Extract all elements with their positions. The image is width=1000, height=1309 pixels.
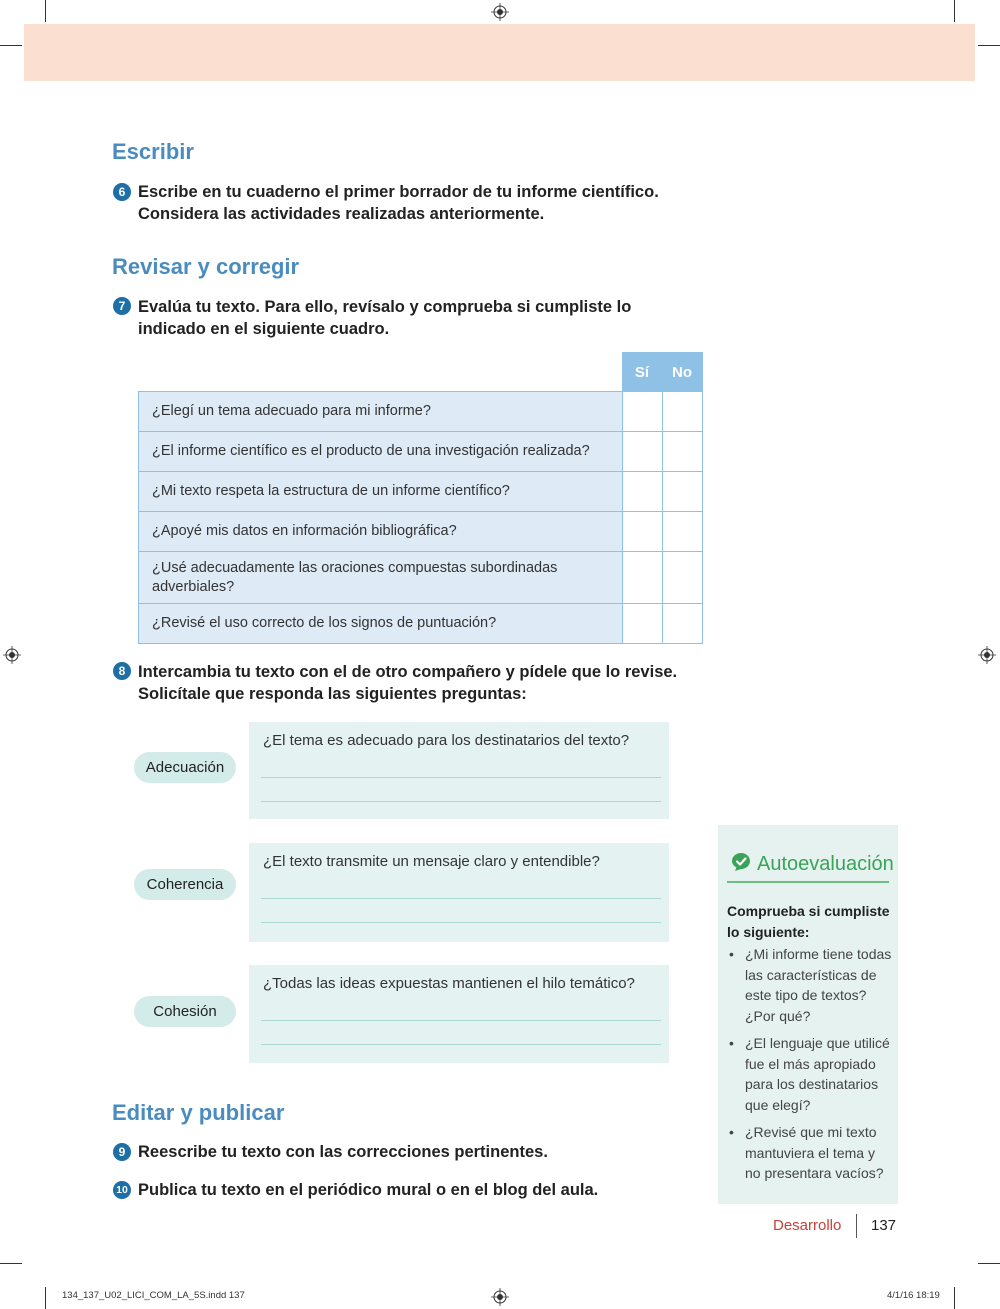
checklist-question: ¿Apoyé mis datos en información bibliográfica? [139,512,623,552]
section-title-write: Escribir [112,139,194,164]
footer-section-name: Desarrollo [773,1217,842,1234]
answer-line [261,801,661,802]
activity-text [138,296,631,340]
checklist-question: ¿Mi texto respeta la estructura de un informe científico? [139,472,623,512]
activity-text [138,1179,598,1201]
table-row [139,432,703,472]
answer-box[interactable] [249,965,669,1063]
page-number: 137 [871,1217,897,1234]
section-title-revise: Revisar y corregir [112,254,300,279]
activity-9-text: Reescribe tu texto con las correcciones pertinentes. [138,1143,548,1161]
yes-checkbox-cell[interactable] [622,432,662,472]
self-check-table [138,352,703,644]
no-checkbox-cell[interactable] [662,552,702,604]
review-question: ¿Todas las ideas expuestas mantienen el hilo temático? [263,975,635,992]
list-item: • ¿Revisé que mi texto mantuviera el tema y no presentara vacíos? [727,1122,892,1184]
no-checkbox-cell[interactable] [662,472,702,512]
table-row [139,392,703,432]
footer-divider [856,1214,857,1238]
table-header-row [139,353,703,392]
answer-line [261,898,661,899]
no-checkbox-cell[interactable] [662,432,702,472]
crop-mark [45,0,46,22]
section-title-publish: Editar y publicar [112,1100,285,1125]
table-row [139,604,703,644]
checklist-question: ¿El informe científico es el producto de una investigación realizada? [139,432,623,472]
no-checkbox-cell[interactable] [662,604,702,644]
answer-box[interactable] [249,722,669,819]
column-yes: Sí [622,353,662,392]
crop-mark [954,0,955,22]
criterion-label: Cohesión [134,996,236,1027]
activity-text [138,1141,548,1163]
answer-line [261,922,661,923]
yes-checkbox-cell[interactable] [622,604,662,644]
review-question: ¿El texto transmite un mensaje claro y entendible? [263,853,600,870]
activity-text [138,181,659,225]
activity-text [138,661,677,705]
activity-6-text: Escribe en tu cuaderno el primer borrador de tu informe científico. Considera las actividades realizadas anteriormente. [138,183,659,223]
checklist-question: ¿Elegí un tema adecuado para mi informe? [139,392,623,432]
table-row [139,512,703,552]
self-evaluation-sidebar [718,825,898,1204]
no-checkbox-cell[interactable] [662,392,702,432]
answer-box[interactable] [249,843,669,942]
activity-number: 6 [113,183,131,201]
yes-checkbox-cell[interactable] [622,472,662,512]
sidebar-title: Autoevaluación [757,853,894,875]
activity-10-text: Publica tu texto en el periódico mural o en el blog del aula. [138,1181,599,1199]
list-item: • ¿El lenguaje que utilicé fue el más apropiado para los destinatarios que elegí? [727,1033,892,1115]
checklist-question: ¿Usé adecuadamente las oraciones compuestas subordinadas adverbiales? [139,552,623,604]
crop-mark [0,45,22,46]
no-checkbox-cell[interactable] [662,512,702,552]
answer-line [261,1020,661,1021]
criterion-label: Adecuación [134,752,236,783]
print-slug-date: 4/1/16 18:19 [887,1290,940,1301]
checklist-question: ¿Revisé el uso correcto de los signos de puntuación? [139,604,623,644]
print-slug-file: 134_137_U02_LICI_COM_LA_5S.indd 137 [62,1290,245,1301]
table-row [139,472,703,512]
registration-mark-icon [491,1288,509,1306]
criterion-label: Coherencia [134,869,236,900]
activity-number: 7 [113,297,131,315]
crop-mark [0,1263,22,1264]
registration-mark-icon [3,646,21,664]
answer-line [261,1044,661,1045]
registration-mark-icon [491,3,509,21]
table-corner [139,353,623,392]
activity-number: 8 [113,662,131,680]
check-badge-icon [731,852,751,872]
review-question: ¿El tema es adecuado para los destinatarios del texto? [263,732,630,749]
yes-checkbox-cell[interactable] [622,512,662,552]
activity-number: 10 [113,1181,131,1199]
activity-7-text: Evalúa tu texto. Para ello, revísalo y comprueba si cumpliste lo indicado en el siguiente cuadro. [138,298,632,338]
header-band [24,24,975,81]
list-item: • ¿Mi informe tiene todas las características de este tipo de textos? ¿Por qué? [727,944,892,1026]
answer-line [261,777,661,778]
column-no: No [662,353,702,392]
table-row [139,552,703,604]
sidebar-list [727,944,892,1191]
registration-mark-icon [978,646,996,664]
activity-number: 9 [113,1143,131,1161]
yes-checkbox-cell[interactable] [622,552,662,604]
crop-mark [978,1263,1000,1264]
sidebar-intro: Comprueba si cumpliste lo siguiente: [727,903,890,940]
yes-checkbox-cell[interactable] [622,392,662,432]
crop-mark [954,1287,955,1309]
crop-mark [45,1287,46,1309]
sidebar-divider [727,881,889,883]
activity-8-text: Intercambia tu texto con el de otro compañero y pídele que lo revise. Solicítale que responda las siguientes preguntas: [138,663,678,703]
crop-mark [978,45,1000,46]
